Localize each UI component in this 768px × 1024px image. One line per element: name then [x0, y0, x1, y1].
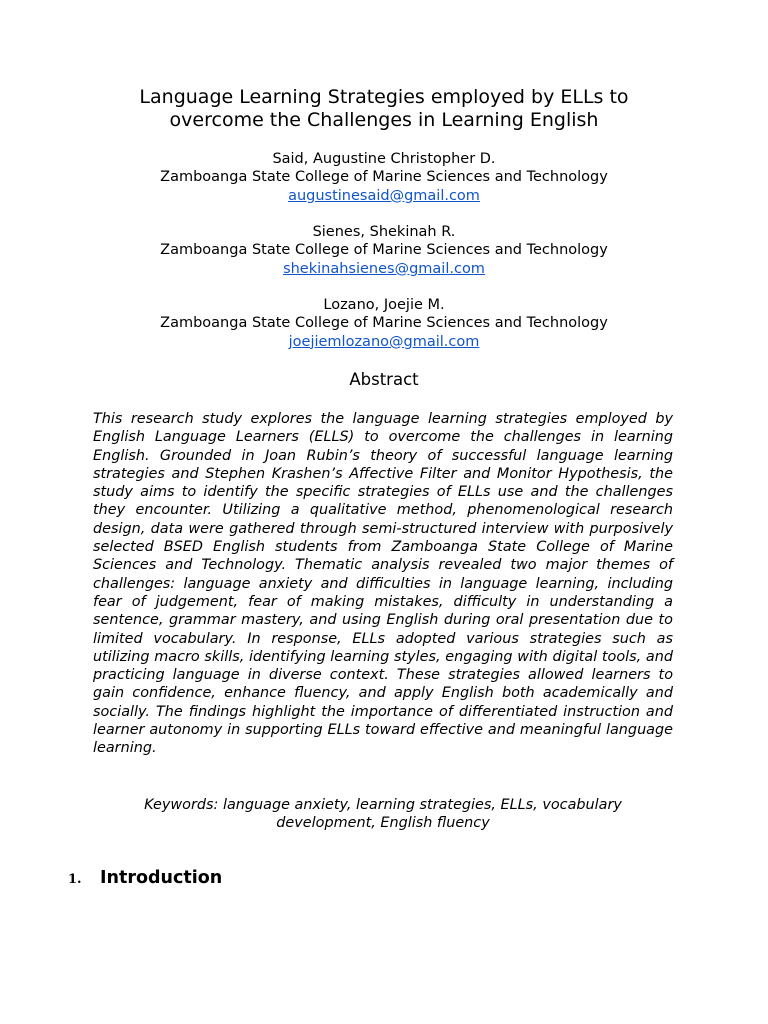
section-title: Introduction: [100, 868, 223, 888]
author-block-3: [60, 296, 708, 351]
author-affiliation: Zamboanga State College of Marine Sciences and Technology: [160, 315, 608, 332]
abstract-text: This research study explores the language learning strategies employed by English Language Learners (ELLS) to overcome the challenges in learning English. Grounded in Joan Rubin’s theory of successful language learning strategies and Stephen Krashen’s Affective Filter and Monitor Hypothesis, the study aims to identify the specific strategies of ELLs use and the challenges they encounter. Utilizing a qualitative method, phenomenological research design, data were gathered through semi-structured interview with purposively selected BSED English students from Zamboanga State College of Marine Sciences and Technology. Thematic analysis revealed two major themes of challenges: language anxiety and difficulties in language learning, including fear of judgement, fear of making mistakes, difficulty in understanding a sentence, grammar mastery, and using English during oral presentation due to limited vocabulary. In response, ELLs adopted various strategies such as utilizing macro skills, identifying learning styles, engaging with digital tools, and practicing language in diverse context. These strategies allowed learners to gain confidence, enhance fluency, and apply English both academically and socially. The findings highlight the importance of differentiated instruction and learner autonomy in supporting ELLs toward effective and meaningful language learning.: [93, 411, 673, 757]
author-name: Said, Augustine Christopher D.: [272, 151, 496, 167]
author-name: Sienes, Shekinah R.: [312, 224, 456, 240]
keywords: Keywords: language anxiety, learning strategies, ELLs, vocabulary development, English fluency: [144, 797, 622, 832]
author-affiliation: Zamboanga State College of Marine Sciences and Technology: [160, 169, 608, 186]
paper-title: [60, 86, 708, 132]
author-email-link[interactable]: augustinesaid@gmail.com: [288, 187, 480, 204]
section-number: 1.: [68, 872, 82, 887]
author-email-link[interactable]: joejiemlozano@gmail.com: [288, 333, 480, 350]
author-block-2: [60, 223, 708, 278]
author-name: Lozano, Joejie M.: [323, 297, 445, 313]
author-affiliation: Zamboanga State College of Marine Sciences and Technology: [160, 242, 608, 259]
paper-title-line-2: overcome the Challenges in Learning English: [169, 109, 599, 131]
section-heading-introduction: [68, 868, 222, 892]
abstract-heading: Abstract: [349, 370, 419, 389]
author-email-link[interactable]: shekinahsienes@gmail.com: [283, 260, 485, 277]
author-block-1: [60, 150, 708, 205]
paper-title-line-1: Language Learning Strategies employed by ELLs to: [139, 86, 629, 108]
